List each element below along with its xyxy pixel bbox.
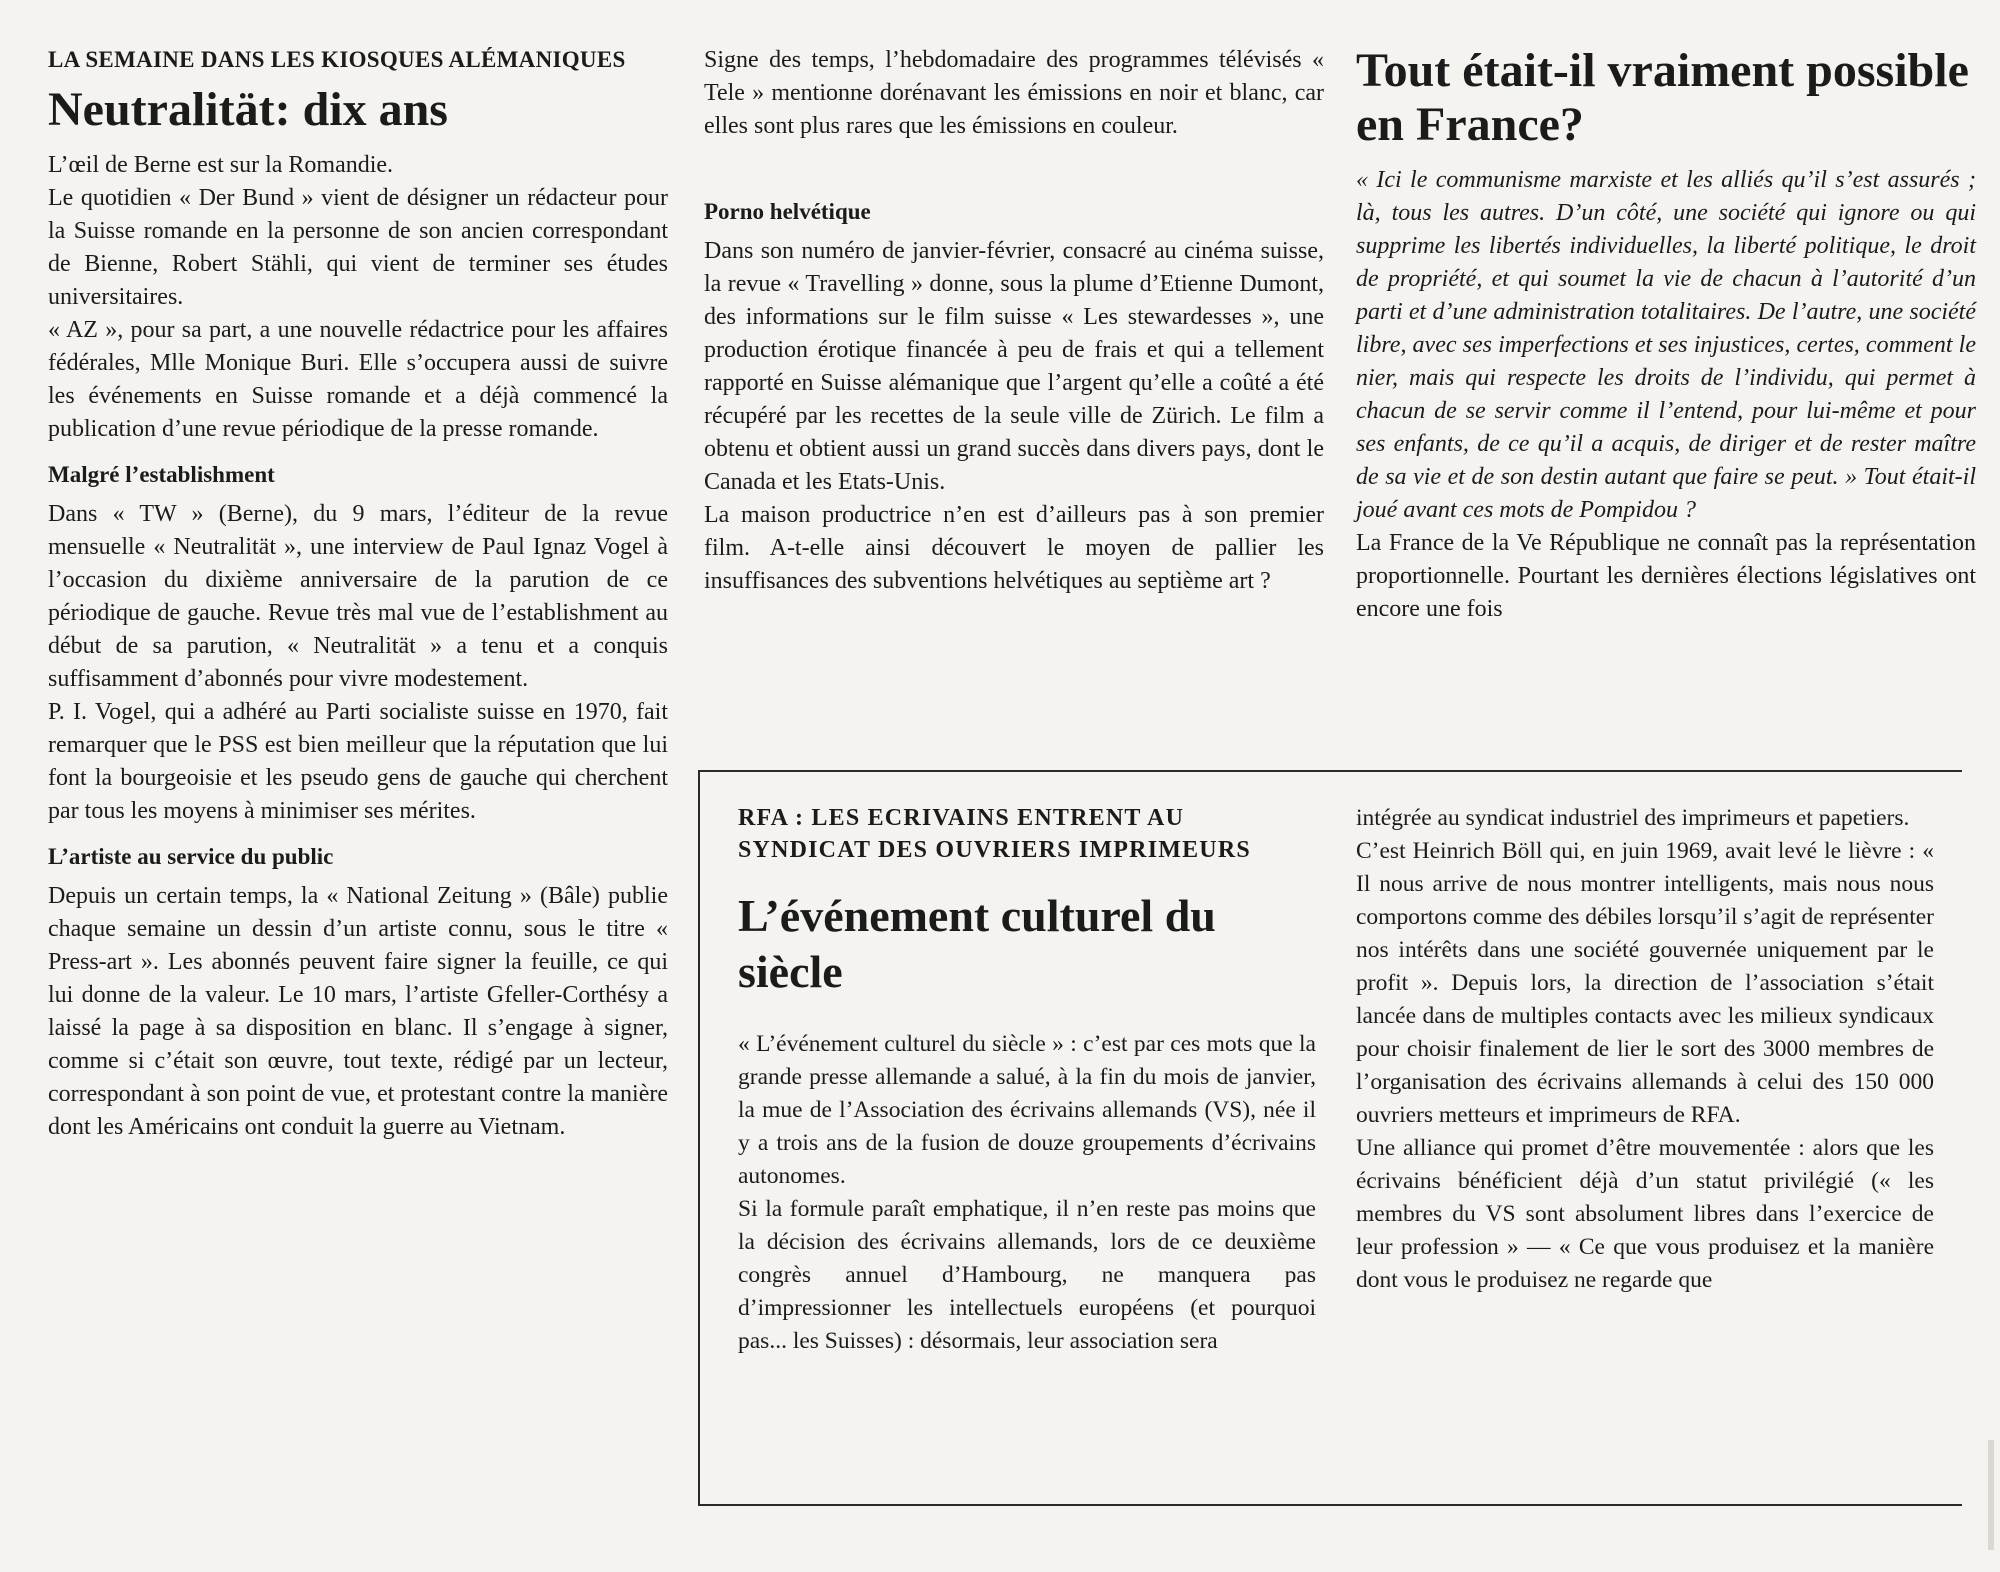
subheading: L’artiste au service du public (48, 844, 334, 869)
section-kicker: LA SEMAINE DANS LES KIOSQUES ALÉMANIQUES (48, 47, 626, 72)
article-headline: Tout était-il vraiment possible en France? (1356, 44, 1969, 151)
paragraph: Une alliance qui promet d’être mouvementée : alors que les écrivains bénéficient déjà d’un statut privilégié (« les membres du VS sont absolument libres dans l’exercice de leur profession » — « Ce que vous produisez et la manière dont vous le produisez ne regarde que (1356, 1135, 1934, 1293)
paragraph: Dans « TW » (Berne), du 9 mars, l’éditeur de la revue mensuelle « Neutralität », une interview de Paul Ignaz Vogel à l’occasion du dixième anniversaire de la parution de ce périodique de gauche. Revue très mal vue de l’establishment au début de sa parution, « Neutralität » a tenu et a conquis suffisamment d’abonnés pour vivre modestement. (48, 501, 668, 692)
subheading: Malgré l’establishment (48, 462, 275, 487)
paragraph: P. I. Vogel, qui a adhéré au Parti socialiste suisse en 1970, fait remarquer que le PSS est bien meilleur que la réputation que lui font la bourgeoisie et les pseudo gens de gauche qui cherchent par tous les moyens à minimiser ses mérites. (48, 699, 668, 824)
paragraph: « AZ », pour sa part, a une nouvelle rédactrice pour les affaires fédérales, Mlle Monique Buri. Elle s’occupera aussi de suivre les événements en Suisse romande et a déjà commencé la publication d’une revue périodique de la presse romande. (48, 317, 668, 442)
paragraph: La maison productrice n’en est d’ailleurs pas à son premier film. A-t-elle ainsi découvert le moyen de pallier les insuffisances des subventions helvétiques au septième art ? (704, 502, 1324, 594)
article-neutralitat (48, 44, 668, 1144)
article-france (1356, 44, 1976, 626)
subheading: Porno helvétique (704, 199, 871, 224)
paragraph: Dans son numéro de janvier-février, consacré au cinéma suisse, la revue « Travelling » donne, sous la plume d’Etienne Dumont, des informations sur le film suisse « Les stewardesses », une production érotique financée à peu de frais et qui a tellement rapporté en Suisse alémanique que l’argent qu’elle a coûté a été récupéré par les recettes de la seule ville de Zürich. Le film a obtenu et obtient aussi un grand succès dans divers pays, dont le Canada et les Etats-Unis. (704, 238, 1324, 495)
paragraph: Le quotidien « Der Bund » vient de désigner un rédacteur pour la Suisse romande en la personne de son ancien correspondant de Bienne, Robert Stähli, qui vient de terminer ses études universitaires. (48, 185, 668, 310)
article-headline: Neutralität: dix ans (48, 83, 448, 136)
paragraph: Signe des temps, l’hebdomadaire des programmes télévisés « Tele » mentionne dorénavant les émissions en noir et blanc, car elles sont plus rares que les émissions en couleur. (704, 47, 1324, 139)
spacer (704, 143, 1324, 183)
paragraph: « L’événement culturel du siècle » : c’est par ces mots que la grande presse allemande a salué, à la fin du mois de janvier, la mue de l’Association des écrivains allemands (VS), née il y a trois ans de la fusion de douze groupements d’écrivains autonomes. (738, 1031, 1316, 1189)
boxed-article-rfa (698, 770, 1962, 1506)
box-column-left (738, 802, 1316, 1358)
paragraph: Si la formule paraît emphatique, il n’en reste pas moins que la décision des écrivains allemands, lors de ce deuxième congrès annuel d’Hambourg, ne manquera pas d’impressionner les intellectuels européens (et pourquoi pas... les Suisses) : désormais, leur association sera (738, 1196, 1316, 1354)
article-headline: L’événement culturel du siècle (738, 890, 1216, 997)
quote-paragraph: « Ici le communisme marxiste et les alliés qu’il s’est assurés ; là, tous les autres. D’un côté, une société qui ignore ou qui supprime les libertés individuelles, la liberté politique, le droit de propriété, et qui soumet la vie de chacun à l’autorité d’un parti et d’une administration totalitaires. De l’autre, une société libre, avec ses imperfections et ses injustices, certes, comment le nier, mais qui respecte les droits de l’individu, qui permet à chacun de se servir comme il l’entend, pour lui-même et pour ses enfants, de ce qu’il a acquis, de diriger et de rester maître de sa vie et de son destin autant que faire se peut. » Tout était-il joué avant ces mots de Pompidou ? (1356, 167, 1976, 523)
section-kicker: RFA : LES ECRIVAINS ENTRENT AU SYNDICAT DES OUVRIERS IMPRIMEURS (738, 805, 1251, 863)
paragraph: L’œil de Berne est sur la Romandie. (48, 152, 394, 178)
paragraph: La France de la Ve République ne connaît pas la représentation proportionnelle. Pourtant les dernières élections législatives ont encore une fois (1356, 530, 1976, 622)
paragraph: Depuis un certain temps, la « National Zeitung » (Bâle) publie chaque semaine un dessin d’un artiste connu, sous le titre « Press-art ». Les abonnés peuvent faire signer la feuille, ce qui lui donne de la valeur. Le 10 mars, l’artiste Gfeller-Corthésy a laissé la page à sa disposition en blanc. Il s’engage à signer, comme si c’était son œuvre, tout texte, rédigé par un lecteur, correspondant à son point de vue, et protestant contre la manière dont les Américains ont conduit la guerre au Vietnam. (48, 883, 668, 1140)
box-column-right (1356, 802, 1934, 1297)
paragraph: intégrée au syndicat industriel des imprimeurs et papetiers. (1356, 805, 1910, 831)
article-continuation (704, 44, 1324, 598)
paragraph: C’est Heinrich Böll qui, en juin 1969, avait levé le lièvre : « Il nous arrive de nous montrer intelligents, mais nous nous comportons comme des débiles lorsqu’il s’agit de représenter nos intérêts dans une société gouvernée uniquement par le profit ». Depuis lors, la direction de l’association s’était lancée dans de multiples contacts avec les milieux syndicaux pour choisir finalement de lier le sort des 3000 membres de l’organisation des écrivains allemands à celui des 150 000 ouvriers metteurs et imprimeurs de RFA. (1356, 838, 1934, 1128)
page-edge-shadow (1988, 1440, 1994, 1550)
